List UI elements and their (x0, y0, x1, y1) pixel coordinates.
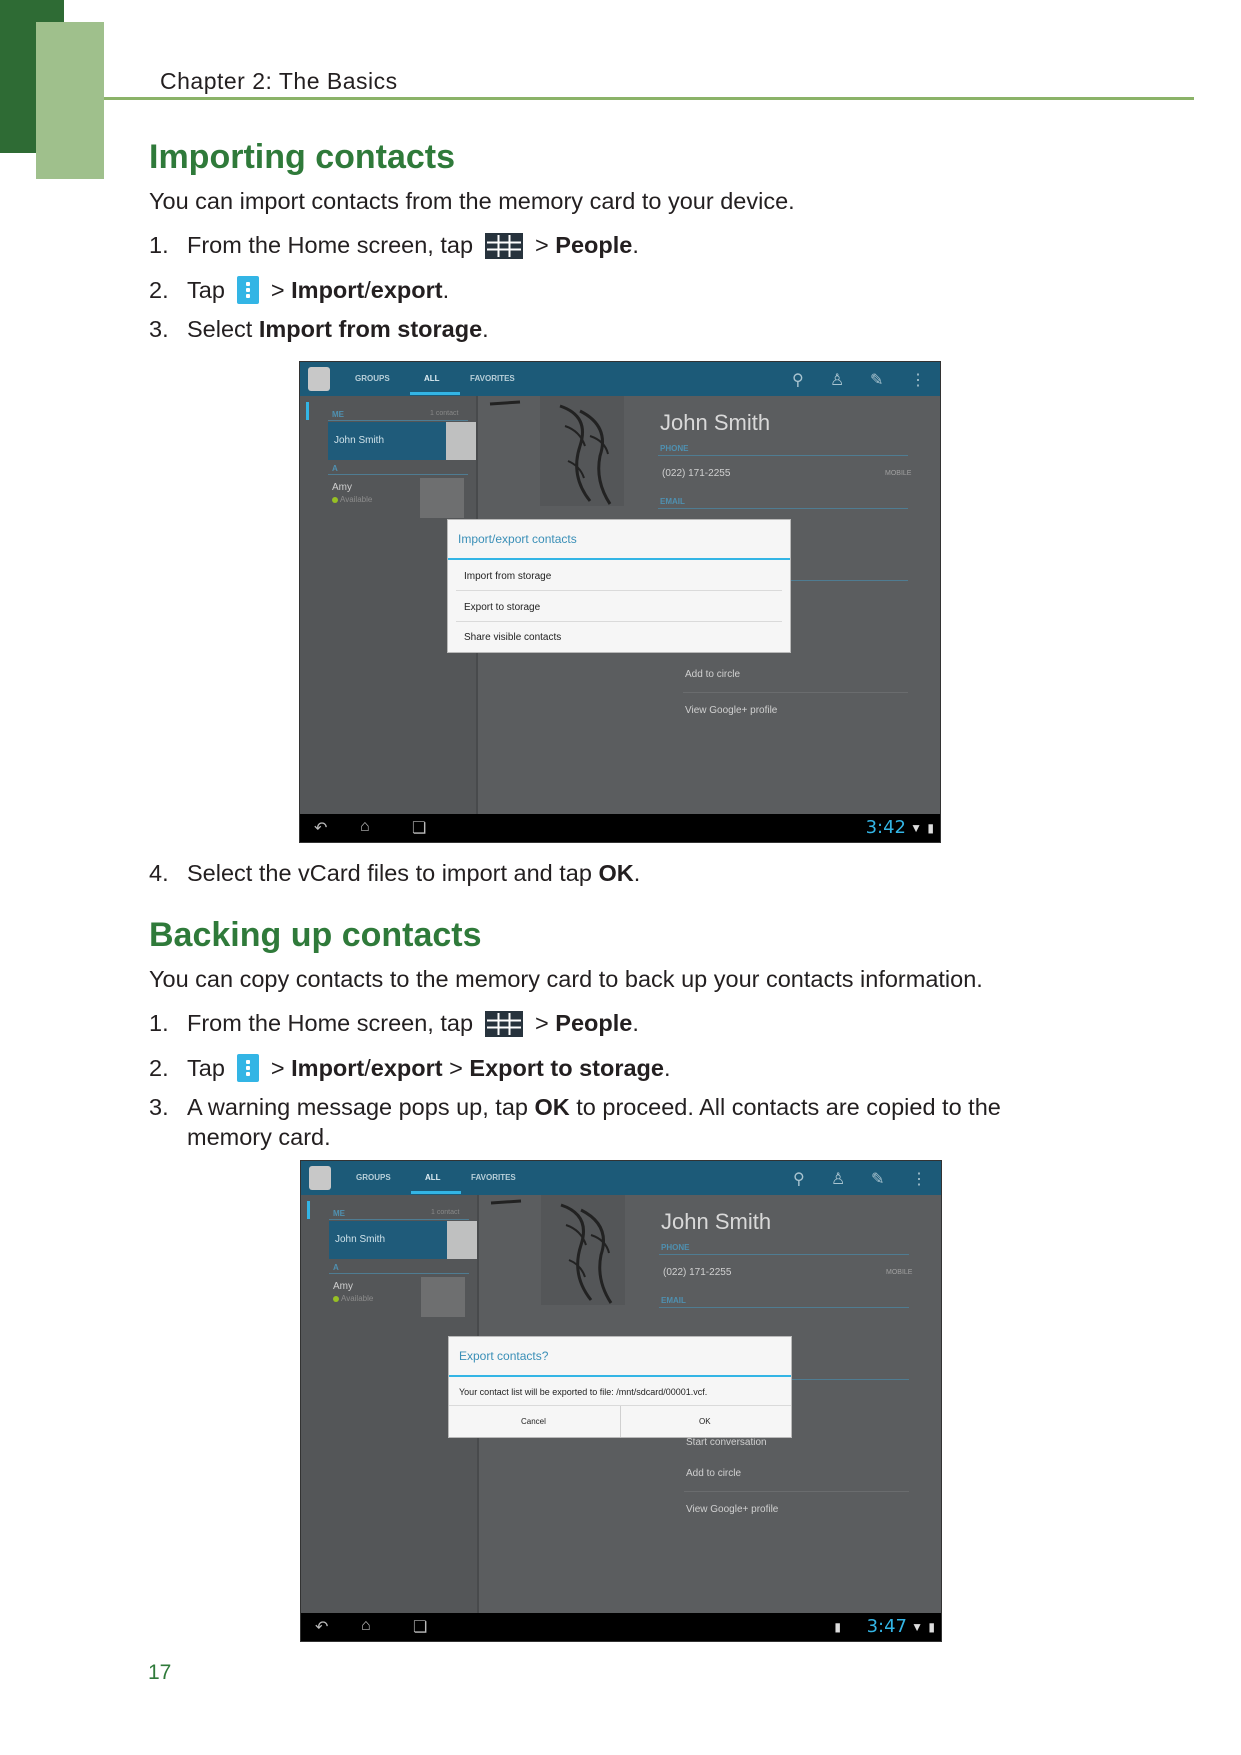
wifi-icon: ▼ (910, 821, 922, 835)
contact-amy: Amy (332, 482, 352, 493)
contact-status: Available (340, 495, 373, 504)
step-punct: . (632, 232, 639, 258)
system-nav-bar (301, 1613, 941, 1641)
field-line (659, 1254, 909, 1255)
avatar (420, 478, 464, 518)
dialog-title: Export contacts? (459, 1349, 549, 1363)
phone-type: MOBILE (886, 1269, 913, 1276)
add-contact-icon: ♙ (831, 1171, 846, 1188)
search-icon: ⚲ (792, 372, 804, 389)
dialog-title-line (448, 558, 790, 560)
field-line (658, 508, 908, 509)
tab-favorites: FAVORITES (471, 1173, 516, 1182)
step-text: Tap (187, 1054, 225, 1081)
import-intro: You can import contacts from the memory card to your device. (149, 188, 795, 214)
action-line (683, 692, 908, 693)
edit-icon: ✎ (870, 372, 884, 389)
me-count: 1 contact (431, 1209, 460, 1216)
status-clock: 3:42 (865, 817, 906, 838)
export-label: export (370, 1054, 443, 1081)
field-line (659, 1307, 909, 1308)
step-punct: . (482, 316, 489, 342)
overflow-menu-icon (237, 276, 259, 304)
step-number: 4. (149, 860, 169, 886)
ok-label: OK (534, 1094, 570, 1120)
ok-button[interactable]: OK (699, 1417, 711, 1426)
ok-label: OK (598, 860, 634, 886)
step-text: Select the vCard files to import and tap (187, 860, 592, 886)
contact-photo-thumb (447, 1221, 477, 1259)
step-number: 3. (149, 316, 169, 342)
step-text: A warning message pops up, tap (187, 1094, 528, 1120)
profile-name: John Smith (660, 410, 771, 435)
dialog-title: Import/export contacts (458, 532, 577, 546)
step-text: From the Home screen, tap (187, 232, 474, 258)
recent-apps-icon: ❏ (413, 1619, 428, 1636)
backup-step-3 (149, 1094, 1001, 1121)
contact-name: John Smith (335, 1234, 386, 1245)
dialog-divider (456, 590, 782, 591)
contacts-app-icon (308, 367, 330, 391)
chapter-tab-light (36, 22, 104, 179)
scroll-indicator (307, 1201, 310, 1219)
import-heading: Importing contacts (149, 138, 456, 176)
phone-number: (022) 171-2255 (663, 1267, 732, 1278)
backup-step-3-continued: memory card. (187, 1124, 331, 1150)
wifi-icon: ▼ (911, 1620, 923, 1634)
avatar (421, 1277, 465, 1317)
phone-type: MOBILE (885, 470, 912, 477)
tab-favorites: FAVORITES (470, 374, 515, 383)
action-bar (300, 362, 940, 396)
header-rule (104, 97, 1194, 100)
step-number: 3. (149, 1094, 169, 1120)
apps-grid-icon (485, 233, 523, 259)
add-to-circle: Add to circle (686, 1468, 742, 1479)
battery-icon: ▮ (927, 821, 934, 835)
edit-icon: ✎ (871, 1171, 885, 1188)
section-line (329, 1273, 469, 1274)
import-step-2 (149, 276, 449, 304)
section-a: A (333, 1263, 339, 1272)
status-clock: 3:47 (866, 1616, 907, 1637)
contact-john-smith (329, 1221, 447, 1259)
section-me: ME (333, 1209, 345, 1218)
profile-name: John Smith (661, 1209, 772, 1234)
dialog-divider (456, 621, 782, 622)
import-export-dialog (448, 520, 790, 652)
add-to-circle: Add to circle (685, 669, 741, 680)
dialog-message: Your contact list will be exported to file: /mnt/sdcard/00001.vcf. (459, 1387, 708, 1397)
section-line (328, 474, 468, 475)
tab-all: ALL (425, 1173, 441, 1182)
section-line (329, 1219, 469, 1220)
import-step-3 (149, 316, 489, 343)
step-text: From the Home screen, tap (187, 1010, 474, 1036)
battery-icon: ▮ (928, 1620, 935, 1634)
view-google-profile: View Google+ profile (686, 1504, 779, 1515)
people-label: People (555, 1010, 633, 1036)
export-label: export (370, 276, 443, 303)
contact-status: Available (341, 1294, 374, 1303)
backup-heading: Backing up contacts (149, 916, 482, 954)
phone-number: (022) 171-2255 (662, 468, 731, 479)
section-a: A (332, 464, 338, 473)
step-punct: . (442, 276, 450, 303)
presence-dot (332, 497, 338, 503)
step-text: to proceed. All contacts are copied to the (576, 1094, 1001, 1120)
export-to-storage-label: Export to storage (469, 1054, 664, 1081)
action-line (684, 1491, 909, 1492)
page-number: 17 (148, 1661, 172, 1684)
search-icon: ⚲ (793, 1171, 805, 1188)
import-step-4 (149, 860, 640, 887)
button-divider (620, 1406, 621, 1437)
action-bar (301, 1161, 941, 1195)
apps-grid-icon (485, 1011, 523, 1037)
phone-label: PHONE (661, 1243, 690, 1252)
email-label: EMAIL (660, 497, 685, 506)
home-icon: ⌂ (361, 1617, 371, 1634)
step-separator: > (270, 1054, 285, 1081)
slash: / (364, 276, 371, 303)
step-separator: > (535, 1010, 549, 1036)
import-label: Import (291, 276, 365, 303)
dialog-title-line (449, 1375, 791, 1377)
chapter-title: Chapter 2: The Basics (160, 68, 398, 94)
tab-indicator (411, 1191, 461, 1194)
people-label: People (555, 232, 633, 258)
tab-all: ALL (424, 374, 440, 383)
step-text: Tap (187, 276, 225, 303)
contact-photo (480, 396, 624, 506)
tab-groups: GROUPS (355, 374, 390, 383)
step-punct: . (663, 1054, 671, 1081)
step-number: 2. (149, 1054, 169, 1081)
export-contacts-dialog (449, 1337, 791, 1437)
home-icon: ⌂ (360, 818, 370, 835)
overflow-icon: ⋮ (910, 372, 926, 389)
contacts-app-icon (309, 1166, 331, 1190)
contact-john-smith (328, 422, 446, 460)
step-separator: > (270, 276, 285, 303)
contact-name: John Smith (334, 435, 385, 446)
import-step-1 (149, 232, 639, 259)
step-number: 1. (149, 1010, 169, 1036)
import-label: Import (291, 1054, 365, 1081)
section-line (328, 420, 468, 421)
backup-step-1 (149, 1010, 639, 1037)
step-separator: > (449, 1054, 463, 1081)
import-from-storage-option[interactable]: Import from storage (464, 571, 552, 582)
start-conversation: Start conversation (686, 1437, 767, 1448)
recent-apps-icon: ❏ (412, 820, 427, 837)
presence-dot (333, 1296, 339, 1302)
sdcard-icon: ▮ (834, 1620, 841, 1634)
import-screenshot (299, 361, 941, 843)
scroll-indicator (306, 402, 309, 420)
backup-intro: You can copy contacts to the memory card to back up your contacts information. (149, 966, 983, 992)
step-separator: > (535, 232, 549, 258)
back-icon: ↶ (314, 820, 328, 837)
cancel-button[interactable]: Cancel (521, 1417, 546, 1426)
tab-groups: GROUPS (356, 1173, 391, 1182)
back-icon: ↶ (315, 1619, 329, 1636)
view-google-profile: View Google+ profile (685, 705, 778, 716)
phone-label: PHONE (660, 444, 689, 453)
add-contact-icon: ♙ (830, 372, 845, 389)
email-label: EMAIL (661, 1296, 686, 1305)
section-me: ME (332, 410, 344, 419)
tab-indicator (410, 392, 460, 395)
system-nav-bar (300, 814, 940, 842)
me-count: 1 contact (430, 410, 459, 417)
step-number: 2. (149, 276, 169, 303)
overflow-icon: ⋮ (911, 1171, 927, 1188)
overflow-menu-icon (237, 1054, 259, 1082)
step-punct: . (632, 1010, 639, 1036)
import-from-storage-label: Import from storage (258, 316, 483, 342)
contact-photo-thumb (446, 422, 476, 460)
slash: / (364, 1054, 371, 1081)
share-visible-contacts-option[interactable]: Share visible contacts (464, 632, 562, 643)
export-to-storage-option[interactable]: Export to storage (464, 602, 541, 613)
contact-photo (481, 1195, 625, 1305)
step-text: Select (187, 316, 253, 342)
step-number: 1. (149, 232, 169, 258)
contact-amy: Amy (333, 1281, 353, 1292)
export-screenshot (300, 1160, 942, 1642)
field-line (658, 455, 908, 456)
step-punct: . (633, 860, 641, 886)
backup-step-2 (149, 1054, 671, 1082)
